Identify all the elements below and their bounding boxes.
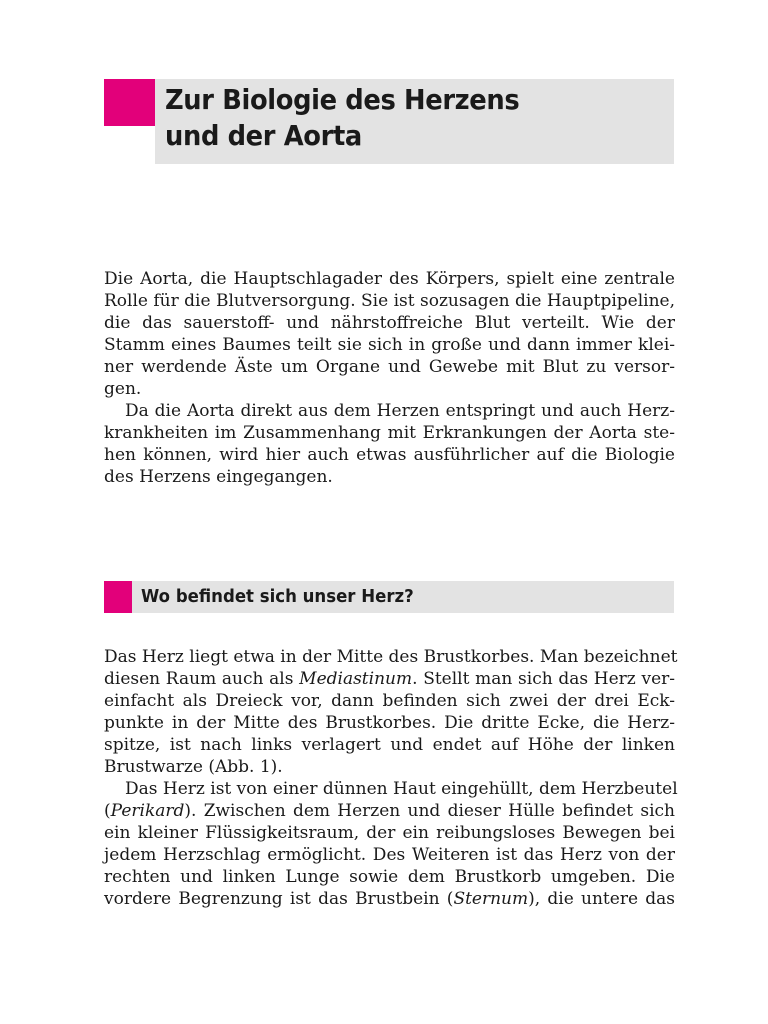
intro-line: hen können, wird hier auch etwas ausführlicher auf die Biologie	[104, 445, 675, 465]
body-line: punkte in der Mitte des Brustkorbes. Die dritte Ecke, die Herz-	[104, 713, 675, 733]
body-text: (	[104, 801, 111, 821]
body-line	[104, 668, 675, 690]
intro-line: Da die Aorta direkt aus dem Herzen entspringt und auch Herz-	[125, 401, 675, 421]
body-line	[104, 800, 675, 822]
chapter-title-line-2: und der Aorta	[165, 119, 362, 152]
chapter-title-line-1: Zur Biologie des Herzens	[165, 83, 520, 116]
intro-line: Die Aorta, die Hauptschlagader des Körpers, spielt eine zentrale	[104, 269, 675, 289]
intro-text	[104, 268, 675, 488]
intro-line: die das sauerstoff- und nährstoffreiche Blut verteilt. Wie der	[104, 313, 675, 333]
term-sternum: Sternum	[453, 889, 529, 909]
chapter-title	[165, 82, 519, 154]
body-text: . Stellt man sich das Herz ver-	[412, 669, 675, 689]
intro-line: Rolle für die Blutversorgung. Sie ist sozusagen die Hauptpipeline,	[104, 291, 675, 311]
body-line: Das Herz ist von einer dünnen Haut eingehüllt, dem Herzbeutel	[125, 779, 678, 799]
body-line: jedem Herzschlag ermöglicht. Des Weiteren ist das Herz von der	[104, 845, 675, 865]
body-line: Das Herz liegt etwa in der Mitte des Brustkorbes. Man bezeichnet	[104, 647, 678, 667]
body-text: diesen Raum auch als	[104, 669, 300, 689]
intro-line: gen.	[104, 379, 142, 399]
intro-line: ner werdende Äste um Organe und Gewebe mit Blut zu versor-	[104, 357, 675, 377]
body-line	[104, 888, 675, 910]
term-perikard: Perikard	[110, 801, 185, 821]
intro-line: des Herzens eingegangen.	[104, 467, 333, 487]
body-line: rechten und linken Lunge sowie dem Brustkorb umgeben. Die	[104, 867, 675, 887]
intro-line: krankheiten im Zusammenhang mit Erkrankungen der Aorta ste-	[104, 423, 675, 443]
body-text: ), die untere das	[528, 889, 675, 909]
body-line: spitze, ist nach links verlagert und endet auf Höhe der linken	[104, 735, 675, 755]
term-mediastinum: Mediastinum	[299, 669, 413, 689]
intro-line: Stamm eines Baumes teilt sie sich in große und dann immer klei-	[104, 335, 675, 355]
section-body	[104, 646, 678, 910]
body-line: ein kleiner Flüssigkeitsraum, der ein reibungsloses Bewegen bei	[104, 823, 675, 843]
section-heading: Wo befindet sich unser Herz?	[141, 586, 414, 607]
body-text: vordere Begrenzung ist das Brustbein (	[104, 889, 454, 909]
body-line: einfacht als Dreieck vor, dann befinden sich zwei der drei Eck-	[104, 691, 675, 711]
title-accent-block	[104, 79, 155, 126]
body-text: ). Zwischen dem Herzen und dieser Hülle befindet sich	[184, 801, 675, 821]
section-accent-block	[104, 581, 132, 613]
body-line: Brustwarze (Abb. 1).	[104, 757, 283, 777]
